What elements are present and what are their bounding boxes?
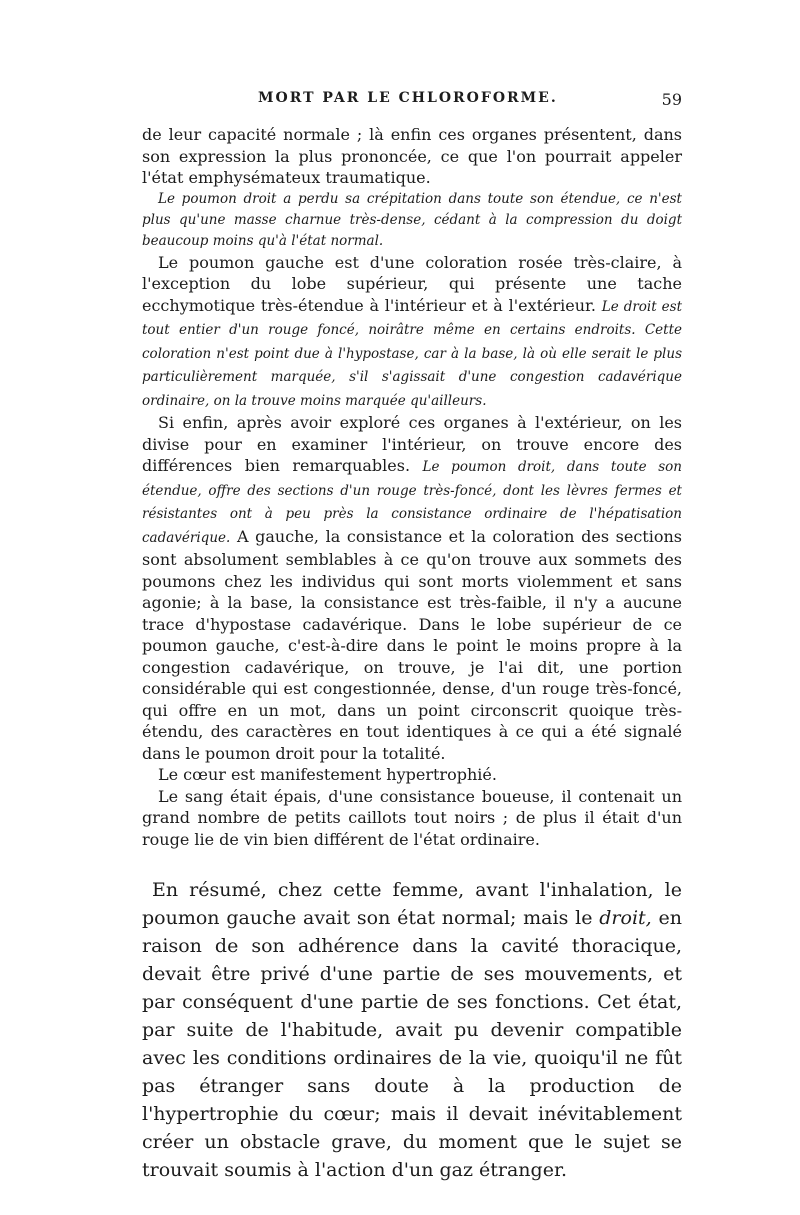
paragraph-5: Le cœur est manifestement hypertrophié. xyxy=(158,765,497,784)
paragraph-6: Le sang était épais, d'une consistance boueuse, il contenait un grand nombre de petits caillots tout noirs ; de plus il était d'un rouge lie de vin bien différent de l'état ordinaire. xyxy=(142,786,682,849)
page-number: 59 xyxy=(661,90,682,109)
summary-after: en raison de son adhérence dans la cavité thoracique, devait être privé d'une partie de ses mouvements, et par conséquent d'une partie de ses fonctions. Cet état, par suite de l'habitude, avait pu devenir compatible avec les conditions ordinaires de la vie, quoiqu'il ne fût pas étranger sans doute à la production de l'hypertrophie du cœur; mais il devait inévitablement créer un obstacle grave, du moment que le sujet se trouvait soumis à l'action d'un gaz étranger. xyxy=(142,907,682,1181)
summary-italic-word: droit, xyxy=(599,907,652,929)
summary-section xyxy=(142,876,682,1184)
running-title: MORT PAR LE CHLOROFORME. xyxy=(258,90,558,106)
paragraph-1: de leur capacité normale ; là enfin ces organes présentent, dans son expression la plus prononcée, ce que l'on pourrait appeler l'état emphysémateux traumatique. xyxy=(142,125,682,187)
body-text xyxy=(142,124,682,850)
paragraph-3-start: Le poumon gauche est d'une coloration rosée très-claire, à l'exception du lobe supérieur, qui présente une tache ecchymotique très-étendue à l'intérieur et à l'extérieur. xyxy=(142,252,682,315)
paragraph-4 xyxy=(142,412,682,764)
paragraph-3-italic: Le droit est tout entier d'un rouge foncé, noirâtre même en certains endroits. Cette coloration n'est point due à l'hypostase, car à la base, là où elle serait le plus particulièrement marquée, s'il s'agissait d'une congestion cadavérique ordinaire, on la trouve moins marquée qu'ailleurs. xyxy=(142,298,682,409)
paragraph-2-italic: Le poumon droit a perdu sa crépitation dans toute son étendue, ce n'est plus qu'une masse charnue très-dense, cédant à la compression du doigt beaucoup moins qu'à l'état normal. xyxy=(142,190,682,249)
summary-paragraph xyxy=(142,876,682,1184)
summary-before: En résumé, chez cette femme, avant l'inhalation, le poumon gauche avait son état normal; mais le xyxy=(142,879,682,929)
paragraph-4-start: Si enfin, après avoir exploré ces organes à l'extérieur, on les divise pour en examiner l'intérieur, on trouve encore des différences bien remarquables. xyxy=(142,413,682,475)
paragraph-4-italic: Le poumon droit, dans toute son étendue, offre des sections d'un rouge très-foncé, dont les lèvres fermes et résistantes ont à peu près la consistance ordinaire de l'hépatisation cadavérique. xyxy=(142,459,682,546)
paragraph-3 xyxy=(142,252,682,413)
paragraph-4-end: A gauche, la consistance et la coloration des sections sont absolument semblables à ce qu'on trouve aux sommets des poumons chez les individus qui sont morts violemment et sans agonie; à la base, la consistance est très-faible, il n'y a aucune trace d'hypostase cadavérique. Dans le lobe supérieur de ce poumon gauche, c'est-à-dire dans le point le moins propre à la congestion cadavérique, on trouve, je l'ai dit, une portion considérable qui est congestionnée, dense, d'un rouge très-foncé, qui offre en un mot, dans un point circonscrit quoique très-étendu, des caractères en tout identiques à ce qui a été signalé dans le poumon droit pour la totalité. xyxy=(142,526,682,763)
page-header xyxy=(140,90,682,116)
